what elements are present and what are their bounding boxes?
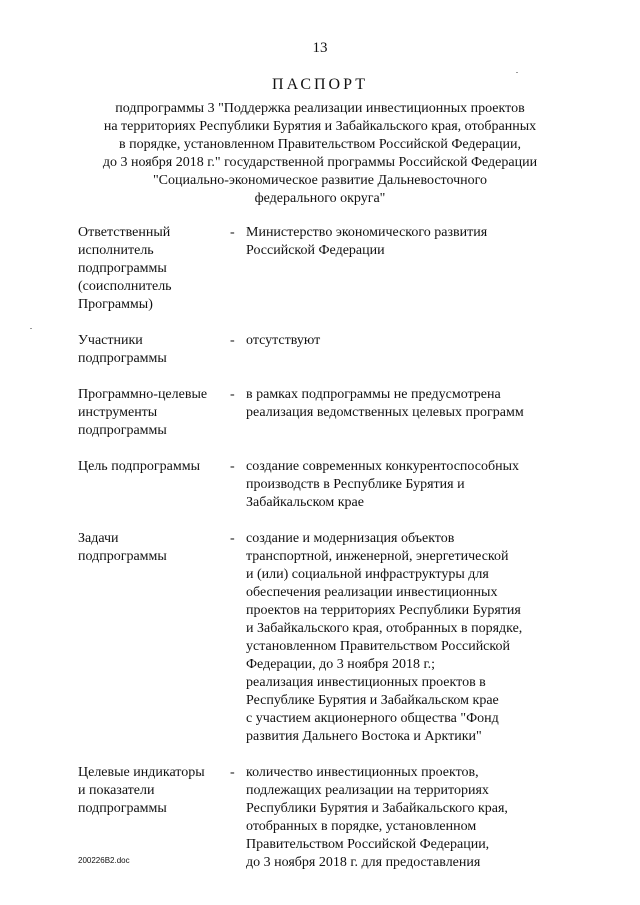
value-line: реализация инвестиционных проектов в <box>246 675 486 690</box>
value-line: подлежащих реализации на территориях <box>246 783 489 798</box>
value-line: отобранных в порядке, установленном <box>246 819 477 834</box>
row-dash: - <box>230 333 235 348</box>
label-line: Цель подпрограммы <box>78 459 200 474</box>
value-line: в рамках подпрограммы не предусмотрена <box>246 387 501 402</box>
row-label <box>78 332 230 368</box>
row-value <box>242 530 566 746</box>
label-line: и показатели <box>78 783 155 798</box>
row-value <box>242 224 566 260</box>
scan-speck <box>516 72 518 73</box>
value-line: создание современных конкурентоспособных <box>246 459 519 474</box>
value-line: Республики Бурятия и Забайкальского края, <box>246 801 508 816</box>
value-line: отсутствуют <box>246 333 321 348</box>
subtitle-line: до 3 ноября 2018 г." государственной программы Российской Федерации <box>102 155 538 170</box>
label-line: инструменты <box>78 405 158 420</box>
value-line: с участием акционерного общества "Фонд <box>246 711 499 726</box>
passport-row-executor <box>78 224 598 314</box>
subtitle-line: федерального округа" <box>254 191 386 206</box>
passport-row-tasks <box>78 530 598 746</box>
value-line: Республике Бурятия и Забайкальском крае <box>246 693 499 708</box>
row-label <box>78 224 230 314</box>
label-line: исполнитель <box>78 243 154 258</box>
label-line: Задачи <box>78 531 119 546</box>
subtitle-line: "Социально-экономическое развитие Дальневосточного <box>152 173 488 188</box>
value-line: создание и модернизация объектов <box>246 531 455 546</box>
passport-table <box>78 224 598 872</box>
row-dash: - <box>230 387 235 402</box>
row-dash: - <box>230 531 235 546</box>
value-line: развития Дальнего Востока и Арктики" <box>246 729 482 744</box>
row-dash: - <box>230 765 235 780</box>
label-line: Участники <box>78 333 143 348</box>
row-label <box>78 458 230 476</box>
row-value <box>242 332 566 350</box>
passport-row-goal <box>78 458 598 512</box>
row-dash: - <box>230 225 235 240</box>
scan-speck <box>30 328 32 329</box>
label-line: (соисполнитель <box>78 279 172 294</box>
label-line: подпрограммы <box>78 351 167 366</box>
label-line: Программы) <box>78 297 153 312</box>
label-line: Ответственный <box>78 225 171 240</box>
value-line: до 3 ноября 2018 г. для предоставления <box>246 855 481 870</box>
value-line: установленном Правительством Российской <box>246 639 510 654</box>
value-line: Правительством Российской Федерации, <box>246 837 490 852</box>
passport-row-instruments <box>78 386 598 440</box>
label-line: Целевые индикаторы <box>78 765 205 780</box>
row-value <box>242 458 566 512</box>
value-line: количество инвестиционных проектов, <box>246 765 479 780</box>
row-dash: - <box>230 459 235 474</box>
value-line: Министерство экономического развития <box>246 225 488 240</box>
page-number: 13 <box>312 40 328 56</box>
label-line: подпрограммы <box>78 801 167 816</box>
value-line: Забайкальском крае <box>246 495 364 510</box>
passport-row-indicators <box>78 764 598 872</box>
value-line: производств в Республике Бурятия и <box>246 477 465 492</box>
value-line: обеспечения реализации инвестиционных <box>246 585 498 600</box>
label-line: Программно-целевые <box>78 387 208 402</box>
subtitle-line: подпрограммы 3 "Поддержка реализации инвестиционных проектов <box>115 101 525 116</box>
value-line: Российской Федерации <box>246 243 385 258</box>
value-line: и (или) социальной инфраструктуры для <box>246 567 489 582</box>
label-line: подпрограммы <box>78 423 167 438</box>
label-line: подпрограммы <box>78 549 167 564</box>
row-value <box>242 386 566 422</box>
row-label <box>78 530 230 566</box>
row-value <box>242 764 566 872</box>
row-label <box>78 386 230 440</box>
value-line: реализация ведомственных целевых программ <box>246 405 524 420</box>
label-line: подпрограммы <box>78 261 167 276</box>
row-label <box>78 764 230 818</box>
value-line: Федерации, до 3 ноября 2018 г.; <box>246 657 436 672</box>
value-line: транспортной, инженерной, энергетической <box>246 549 509 564</box>
subtitle-line: на территориях Республики Бурятия и Забайкальского края, отобранных <box>103 119 537 134</box>
document-subtitle <box>60 100 580 208</box>
subtitle-line: в порядке, установленном Правительством Российской Федерации, <box>119 137 521 152</box>
file-name-footer: 200226B2.doc <box>78 856 130 865</box>
document-title: ПАСПОРТ <box>272 76 368 93</box>
value-line: и Забайкальского края, отобранных в порядке, <box>246 621 523 636</box>
value-line: проектов на территориях Республики Бурятия <box>246 603 521 618</box>
passport-row-participants <box>78 332 598 368</box>
